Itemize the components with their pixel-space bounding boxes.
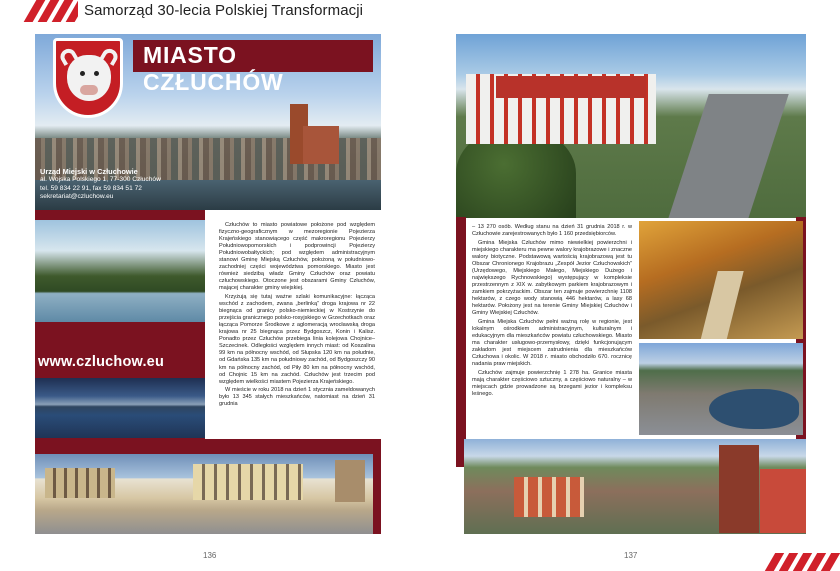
paragraph: – 13 270 osób. Według stanu na dzień 31 grudnia 2018 r. w Człuchowie zarejestrowanych było 1 160 przedsiębiorców. bbox=[472, 224, 632, 238]
paragraph: Gmina Miejska Człuchów pełni ważną rolę w regionie, jest lokalnym ośrodkiem administracyjnym, kulturalnym i edukacyjnym dla mieszkańców powiatu człuchowskiego. Miasto ma charakter usługowo-przemysłowy, dzięki funkcjonującym zakładom jest miejscem zatrudnienia dla mieszkańców Człuchowa i okolic. W 2018 r. miasto obchodziło 670. rocznicę nadania praw miejskich. bbox=[472, 318, 632, 368]
paragraph: Krzyżują się tutaj ważne szlaki komunikacyjne: łącząca wschód z zachodem, zwana „berlinką” droga krajowa nr 22 biegnąca od granicy polsko-niemieckiej w Kostrzynie do przejścia granicznego polsko-rosyjskiego w Grzechotkach oraz łącząca Pomorze Środkowe z aglomeracją wrocławską droga krajowa nr 25 biegnąca przez Bydgoszcz, Konin i Kalisz. Ponadto przez Człuchów przebiega linia kolejowa Chojnice–Szczecinek. Odległości względem innych miast: od Koszalina 99 km na północny wschód, od Słupska 120 km na południe, od Gdańska 135 km na południowy zachód, od Bydgoszczy 90 km na północny zachód, od Piły 80 km na północny wschód, od Chojnic 15 km na zachód. Człuchów jest trzecim pod względem wielkości miastem Pojezierza Krajeńskiego. bbox=[219, 294, 375, 385]
publication-title: Samorząd 30-lecia Polskiej Transformacji bbox=[84, 2, 364, 19]
paragraph: W mieście w roku 2018 na dzień 1 stycznia zameldowanych było 13 345 stałych mieszkańców, natomiast na dzień 31 grudnia bbox=[219, 387, 375, 408]
right-page bbox=[456, 34, 806, 534]
lakeside-trees-photo bbox=[35, 220, 205, 322]
bull-head-crest-icon bbox=[53, 38, 123, 118]
office-phone: tel. 59 834 22 91, fax 59 834 51 72 bbox=[40, 184, 142, 192]
paragraph: Człuchów zajmuje powierzchnię 1 278 ha. Granice miasta mają charakter częściowo sztuczny, a częściowo naturalny – w miejscach gdzie prowadzone są brzegami jezior i kompleksu leśnego. bbox=[472, 369, 632, 397]
office-email: sekretariat@czluchow.eu bbox=[40, 193, 114, 201]
website-link[interactable]: www.czluchow.eu bbox=[38, 354, 164, 370]
town-square-photo bbox=[35, 454, 373, 534]
page-number-left: 136 bbox=[203, 551, 217, 560]
town-hall-aerial-photo bbox=[456, 34, 806, 218]
old-town-aerial-photo bbox=[464, 439, 806, 534]
right-side-band bbox=[456, 217, 466, 467]
page-number-right: 137 bbox=[624, 551, 638, 560]
paragraph: Człuchów to miasto powiatowe położone pod względem fizyczno-geograficznym w mezoregionie Pojezierza Krajeńskiego stanowiącego część makroregionu Pojezierzy Południowopomorskich i podprowincji Pojezierzy Południowobałtyckich; pod względem administracyjnym stanowi Gminę Miejską Człuchów, położoną w południowo-zachodniej części województwa pomorskiego. Miasto jest również siedzibą władz Gminy Człuchów oraz powiatu człuchowskiego. Otoczone jest obszarami Gminy Człuchów, mającej charakter gminy wiejskiej. bbox=[219, 222, 375, 292]
paragraph: Gmina Miejska Człuchów mimo niewielkiej powierzchni i miejskiego charakteru ma pewne walory krajobrazowe i znaczne walory biotyczne. Podstawową wartością krajobrazową jest tu Obszar Chronionego Krajobrazu „Zespół Jezior Człuchowskich” (Urzędowego, Miejskiego Małego, Miejskiego Dużego i największego Rychnowskiego) występujący w kompleksie przestrzennym z XIX w. zabytkowym parkiem krajobrazowym i zamkiem pokrzyżackim. Obszar ten zajmuje powierzchnię 1108 hektarów, z czego wody stanowią 446 hektarów, a lasy 68 hektarów. Położony jest na terenie Gminy Miejskiej Człuchów i Gminy Wiejskiej Człuchów. bbox=[472, 239, 632, 317]
office-address: al. Wojska Polskiego 1, 77-300 Człuchów bbox=[40, 176, 161, 184]
header-stripes-decoration bbox=[0, 0, 78, 22]
autumn-forest-path-photo bbox=[639, 221, 803, 339]
left-page bbox=[35, 34, 381, 534]
office-name: Urząd Miejski w Człuchowie bbox=[40, 167, 138, 176]
footer-stripes-decoration bbox=[764, 553, 840, 571]
city-title: MIASTO CZŁUCHÓW bbox=[143, 42, 284, 95]
harbor-night-photo bbox=[35, 378, 205, 438]
office-contact-block bbox=[40, 168, 161, 202]
right-text-column bbox=[472, 224, 632, 436]
city-title-bar bbox=[133, 40, 373, 95]
left-text-column bbox=[219, 222, 375, 436]
lake-aerial-photo bbox=[639, 343, 803, 435]
